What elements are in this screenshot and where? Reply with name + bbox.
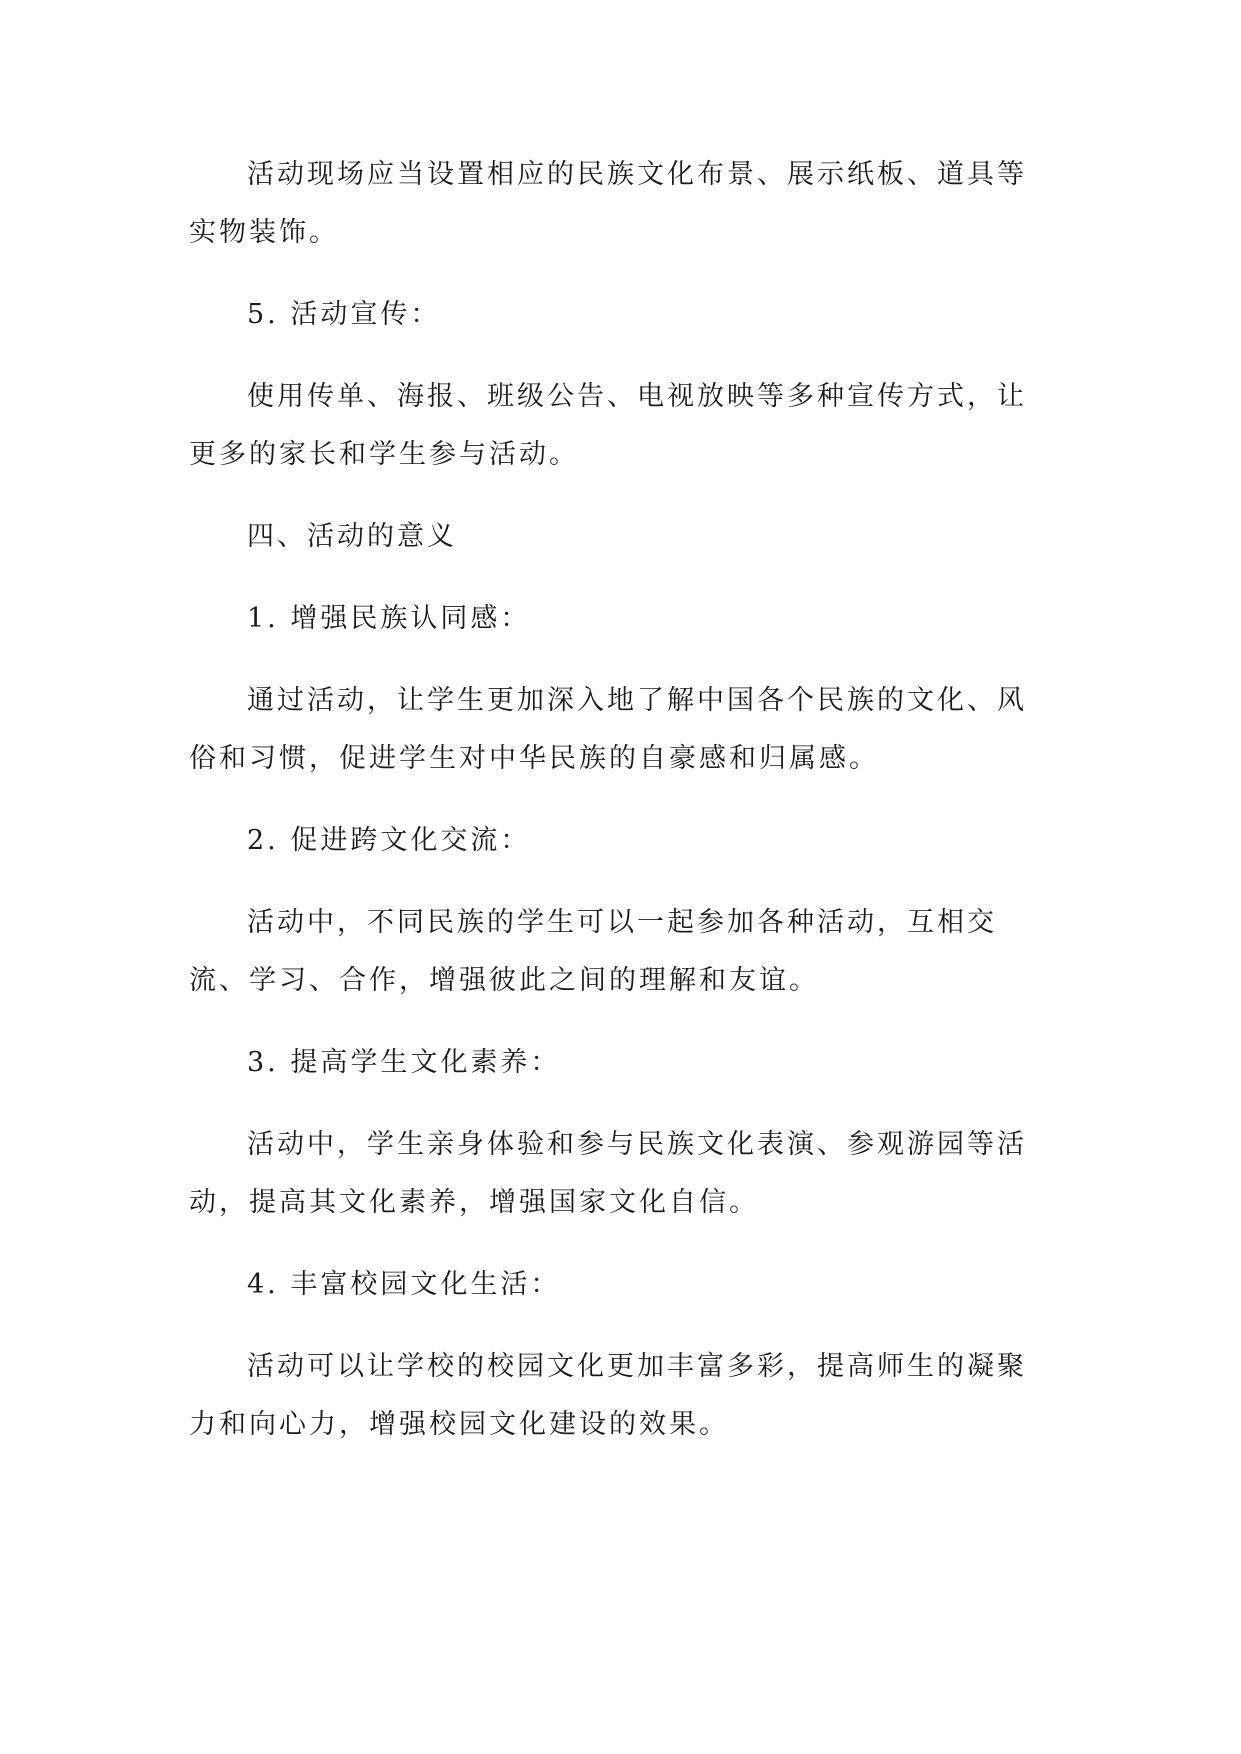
heading-activity-significance: 四、活动的意义 xyxy=(247,521,457,552)
paragraph-ethnic-identity: 通过活动，让学生更加深入地了解中国各个民族的文化、风俗和习惯，促进学生对中华民族的自豪感和归属感。 xyxy=(189,685,1027,774)
document-body xyxy=(189,146,1039,1478)
heading-cross-cultural-exchange: 2. 促进跨文化交流： xyxy=(247,825,531,856)
paragraph-cultural-literacy: 活动中，学生亲身体验和参与民族文化表演、参观游园等活动，提高其文化素养，增强国家文化自信。 xyxy=(189,1129,1027,1218)
heading-activity-promotion: 5. 活动宣传： xyxy=(247,299,441,330)
heading-cultural-literacy: 3. 提高学生文化素养： xyxy=(247,1047,561,1078)
paragraph-promotion-methods: 使用传单、海报、班级公告、电视放映等多种宣传方式，让更多的家长和学生参与活动。 xyxy=(189,381,1027,470)
heading-ethnic-identity: 1. 增强民族认同感： xyxy=(247,603,531,634)
paragraph-campus-culture: 活动可以让学校的校园文化更加丰富多彩，提高师生的凝聚力和向心力，增强校园文化建设的效果。 xyxy=(189,1351,1027,1440)
paragraph-venue-decoration: 活动现场应当设置相应的民族文化布景、展示纸板、道具等实物装饰。 xyxy=(189,159,1027,248)
heading-campus-culture: 4. 丰富校园文化生活： xyxy=(247,1269,561,1300)
paragraph-cross-cultural-exchange: 活动中，不同民族的学生可以一起参加各种活动，互相交流、学习、合作，增强彼此之间的理解和友谊。 xyxy=(189,907,997,996)
